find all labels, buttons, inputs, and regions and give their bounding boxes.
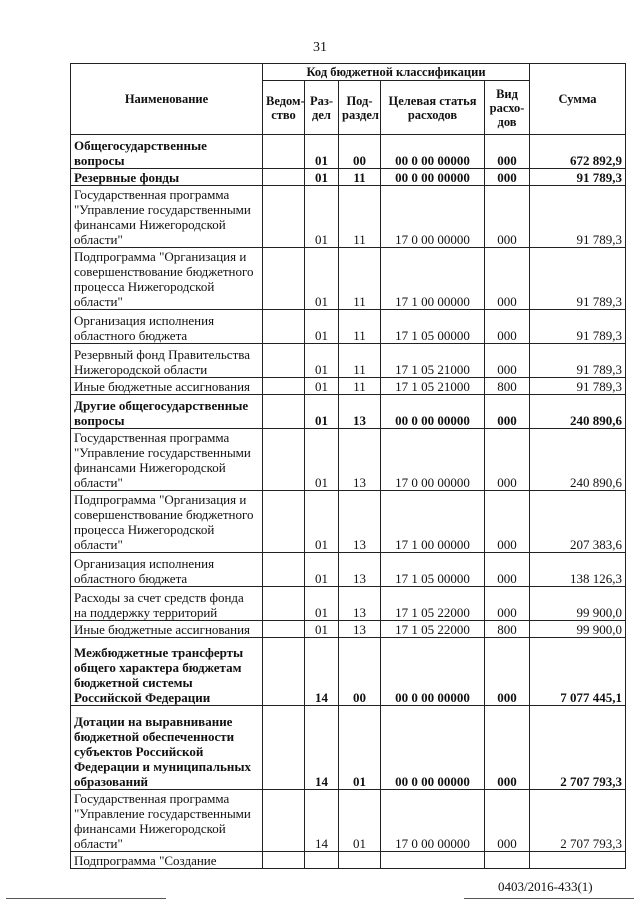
- row-vid: 000: [485, 395, 530, 429]
- row-tselevaya: 00 0 00 00000: [381, 169, 485, 186]
- table-body: [71, 135, 626, 869]
- row-podrazdel: [339, 852, 381, 869]
- row-summa: 91 789,3: [530, 169, 626, 186]
- row-summa: 207 383,6: [530, 491, 626, 553]
- row-vedomstvo: [263, 186, 305, 248]
- row-podrazdel: 11: [339, 344, 381, 378]
- row-tselevaya: 17 1 05 00000: [381, 553, 485, 587]
- row-podrazdel: 11: [339, 310, 381, 344]
- header-name: Наименование: [71, 64, 263, 135]
- row-vedomstvo: [263, 852, 305, 869]
- row-name: Государственная программа "Управление государственными финансами Нижегородской области": [71, 186, 263, 248]
- row-vid: 000: [485, 587, 530, 621]
- row-podrazdel: 11: [339, 169, 381, 186]
- table-row: [71, 852, 626, 869]
- row-vedomstvo: [263, 553, 305, 587]
- row-vedomstvo: [263, 248, 305, 310]
- row-podrazdel: 13: [339, 587, 381, 621]
- row-podrazdel: 11: [339, 186, 381, 248]
- row-vedomstvo: [263, 378, 305, 395]
- row-tselevaya: 00 0 00 00000: [381, 638, 485, 706]
- row-name: Резервный фонд Правительства Нижегородской области: [71, 344, 263, 378]
- row-name: Резервные фонды: [71, 169, 263, 186]
- row-vedomstvo: [263, 706, 305, 790]
- row-summa: 91 789,3: [530, 248, 626, 310]
- row-vedomstvo: [263, 587, 305, 621]
- row-name: Государственная программа "Управление государственными финансами Нижегородской области": [71, 429, 263, 491]
- row-name: Организация исполнения областного бюджета: [71, 310, 263, 344]
- row-name: Организация исполнения областного бюджета: [71, 553, 263, 587]
- row-summa: 240 890,6: [530, 395, 626, 429]
- row-podrazdel: 01: [339, 790, 381, 852]
- row-vedomstvo: [263, 491, 305, 553]
- row-vid: 000: [485, 553, 530, 587]
- row-razdel: 01: [305, 248, 339, 310]
- row-razdel: 14: [305, 638, 339, 706]
- row-summa: [530, 852, 626, 869]
- row-podrazdel: 13: [339, 491, 381, 553]
- table-row: [71, 186, 626, 248]
- row-podrazdel: 13: [339, 553, 381, 587]
- row-tselevaya: 17 1 05 22000: [381, 587, 485, 621]
- row-vedomstvo: [263, 790, 305, 852]
- row-summa: 672 892,9: [530, 135, 626, 169]
- header-vedomstvo: Ведом-ство: [263, 81, 305, 135]
- page-number: 31: [313, 40, 327, 55]
- row-name: Подпрограмма "Создание: [71, 852, 263, 869]
- table-row: [71, 491, 626, 553]
- row-tselevaya: 17 1 05 00000: [381, 310, 485, 344]
- row-vedomstvo: [263, 169, 305, 186]
- table-row: [71, 790, 626, 852]
- row-tselevaya: 17 0 00 00000: [381, 429, 485, 491]
- row-name: Общегосударственные вопросы: [71, 135, 263, 169]
- row-razdel: 01: [305, 621, 339, 638]
- row-vid: 000: [485, 790, 530, 852]
- row-name: Государственная программа "Управление государственными финансами Нижегородской области": [71, 790, 263, 852]
- header-podrazdel: Под-раздел: [339, 81, 381, 135]
- row-summa: 7 077 445,1: [530, 638, 626, 706]
- row-razdel: 01: [305, 310, 339, 344]
- row-vedomstvo: [263, 395, 305, 429]
- row-podrazdel: 11: [339, 378, 381, 395]
- row-summa: 91 789,3: [530, 310, 626, 344]
- row-vedomstvo: [263, 135, 305, 169]
- header-tselevaya: Целевая статья расходов: [381, 81, 485, 135]
- row-summa: 99 900,0: [530, 621, 626, 638]
- row-summa: 2 707 793,3: [530, 790, 626, 852]
- document-code: 0403/2016-433(1): [498, 879, 593, 894]
- row-vid: 000: [485, 169, 530, 186]
- row-summa: 91 789,3: [530, 344, 626, 378]
- row-tselevaya: 17 1 05 22000: [381, 621, 485, 638]
- row-razdel: 01: [305, 186, 339, 248]
- row-vid: 000: [485, 638, 530, 706]
- row-vid: [485, 852, 530, 869]
- table-row: [71, 344, 626, 378]
- row-vid: 000: [485, 344, 530, 378]
- header-vid: Вид расхо-дов: [485, 81, 530, 135]
- row-summa: 240 890,6: [530, 429, 626, 491]
- row-podrazdel: 13: [339, 395, 381, 429]
- row-tselevaya: 17 0 00 00000: [381, 790, 485, 852]
- table-row: [71, 429, 626, 491]
- row-vid: 000: [485, 186, 530, 248]
- row-name: Межбюджетные трансферты общего характера бюджетам бюджетной системы Российской Федерации: [71, 638, 263, 706]
- table-row: [71, 169, 626, 186]
- table-row: [71, 378, 626, 395]
- table-row: [71, 135, 626, 169]
- row-name: Иные бюджетные ассигнования: [71, 378, 263, 395]
- row-name: Дотации на выравнивание бюджетной обеспеченности субъектов Российской Федерации и муниципальных образований: [71, 706, 263, 790]
- row-tselevaya: [381, 852, 485, 869]
- table-row: [71, 395, 626, 429]
- header-code-group: Код бюджетной классификации: [263, 64, 530, 81]
- budget-classification-table: [70, 63, 626, 869]
- row-vedomstvo: [263, 310, 305, 344]
- row-vid: 800: [485, 378, 530, 395]
- row-summa: 99 900,0: [530, 587, 626, 621]
- row-vedomstvo: [263, 429, 305, 491]
- row-tselevaya: 17 0 00 00000: [381, 186, 485, 248]
- row-podrazdel: 01: [339, 706, 381, 790]
- row-vid: 000: [485, 491, 530, 553]
- table-row: [71, 638, 626, 706]
- row-vedomstvo: [263, 344, 305, 378]
- row-razdel: 14: [305, 790, 339, 852]
- footer-rule-left: [6, 898, 166, 899]
- table-row: [71, 553, 626, 587]
- row-razdel: 01: [305, 378, 339, 395]
- row-razdel: 14: [305, 706, 339, 790]
- row-razdel: 01: [305, 587, 339, 621]
- row-vid: 000: [485, 135, 530, 169]
- table-row: [71, 706, 626, 790]
- row-podrazdel: 11: [339, 248, 381, 310]
- row-tselevaya: 17 1 05 21000: [381, 344, 485, 378]
- row-podrazdel: 00: [339, 135, 381, 169]
- row-podrazdel: 13: [339, 429, 381, 491]
- header-razdel: Раз-дел: [305, 81, 339, 135]
- row-razdel: 01: [305, 344, 339, 378]
- row-vedomstvo: [263, 621, 305, 638]
- row-razdel: [305, 852, 339, 869]
- row-summa: 2 707 793,3: [530, 706, 626, 790]
- row-name: Другие общегосударственные вопросы: [71, 395, 263, 429]
- table-row: [71, 310, 626, 344]
- row-razdel: 01: [305, 491, 339, 553]
- row-vid: 000: [485, 248, 530, 310]
- row-tselevaya: 17 1 00 00000: [381, 491, 485, 553]
- row-summa: 91 789,3: [530, 378, 626, 395]
- row-name: Подпрограмма "Организация и совершенствование бюджетного процесса Нижегородской области": [71, 491, 263, 553]
- row-podrazdel: 00: [339, 638, 381, 706]
- table-row: [71, 248, 626, 310]
- row-summa: 138 126,3: [530, 553, 626, 587]
- row-vedomstvo: [263, 638, 305, 706]
- row-tselevaya: 00 0 00 00000: [381, 706, 485, 790]
- row-vid: 000: [485, 429, 530, 491]
- header-summa: Сумма: [530, 64, 626, 135]
- row-name: Подпрограмма "Организация и совершенствование бюджетного процесса Нижегородской области": [71, 248, 263, 310]
- row-razdel: 01: [305, 429, 339, 491]
- row-name: Иные бюджетные ассигнования: [71, 621, 263, 638]
- footer-rule-right: [464, 898, 634, 899]
- row-tselevaya: 17 1 05 21000: [381, 378, 485, 395]
- table-row: [71, 587, 626, 621]
- row-razdel: 01: [305, 553, 339, 587]
- table-row: [71, 621, 626, 638]
- row-tselevaya: 17 1 00 00000: [381, 248, 485, 310]
- row-podrazdel: 13: [339, 621, 381, 638]
- row-vid: 800: [485, 621, 530, 638]
- row-vid: 000: [485, 310, 530, 344]
- row-razdel: 01: [305, 135, 339, 169]
- row-summa: 91 789,3: [530, 186, 626, 248]
- row-razdel: 01: [305, 395, 339, 429]
- row-tselevaya: 00 0 00 00000: [381, 135, 485, 169]
- row-vid: 000: [485, 706, 530, 790]
- row-razdel: 01: [305, 169, 339, 186]
- row-name: Расходы за счет средств фонда на поддержку территорий: [71, 587, 263, 621]
- row-tselevaya: 00 0 00 00000: [381, 395, 485, 429]
